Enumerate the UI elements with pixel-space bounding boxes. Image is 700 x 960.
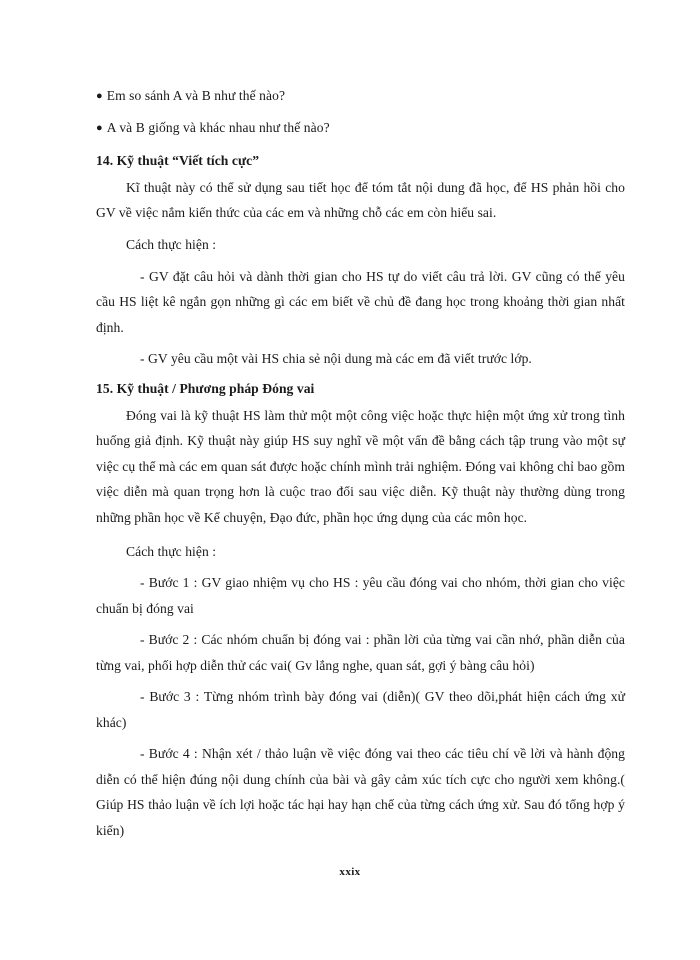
- section-14-paragraph-3: - GV đặt câu hỏi và dành thời gian cho HS tự do viết câu trả lời. GV cũng có thể yêu cầu HS liệt kê ngắn gọn những gì các em biết về chủ đề đang học trong khoảng thời gian nhất định.: [96, 268, 625, 335]
- section-14-paragraph-1: Kĩ thuật này có thể sử dụng sau tiết học để tóm tắt nội dung đã học, để HS phản hồi cho GV về việc nắm kiến thức của các em và những chỗ các em còn hiểu sai.: [96, 179, 625, 221]
- section-15-paragraph-2: Cách thực hiện :: [126, 543, 217, 559]
- page-number: xxix: [339, 866, 361, 878]
- section-14-paragraph-4: - GV yêu cầu một vài HS chia sẻ nội dung mà các em đã viết trước lớp.: [140, 351, 532, 367]
- bullet-dot-icon: ●: [96, 122, 103, 135]
- section-15-step-4: - Bước 4 : Nhận xét / thảo luận về việc đóng vai theo các tiêu chí về lời và hành động diễn có thể hiện đúng nội dung chính của bài và gây cảm xúc tích cực cho người xem không.( Giúp HS thảo luận về ích lợi hoặc tác hại hay hạn chế của từng cách ứng xử. Sau đó tổng hợp ý kiến): [96, 746, 625, 838]
- document-body: [96, 86, 625, 844]
- section-15-step-2: - Bước 2 : Các nhóm chuẩn bị đóng vai : phần lời của từng vai cần nhớ, phần diễn của từng vai, phối hợp diễn thử các vai( Gv lắng nghe, quan sát, gợi ý bàng câu hỏi): [96, 632, 625, 673]
- list-item-text: Em so sánh A và B như thế nào?: [106, 88, 286, 103]
- section-14-paragraph-2: Cách thực hiện :: [126, 237, 217, 252]
- list-item: [96, 118, 625, 139]
- section-15-step-1: - Bước 1 : GV giao nhiệm vụ cho HS : yêu cầu đóng vai cho nhóm, thời gian cho việc chuẩn bị đóng vai: [96, 575, 625, 616]
- bullet-dot-icon: ●: [96, 90, 103, 103]
- section-15-step-3: - Bước 3 : Từng nhóm trình bày đóng vai (diễn)( GV theo dõi,phát hiện cách ứng xử khác): [96, 689, 625, 730]
- list-item-text: A và B giống và khác nhau như thế nào?: [106, 119, 330, 135]
- section-heading-15: 15. Kỹ thuật / Phương pháp Đóng vai: [96, 380, 315, 396]
- list-item: [96, 86, 625, 107]
- section-15-paragraph-1: Đóng vai là kỹ thuật HS làm thử một một công việc hoặc thực hiện một ứng xử trong tình huống giả định. Kỹ thuật này giúp HS suy nghĩ về một vấn đề bằng cách tập trung vào một sự việc cụ thể mà các em quan sát được hoặc chính mình trải nghiệm. Đóng vai không chỉ bao gồm việc diễn mà quan trọng hơn là cuộc trao đổi sau việc diễn. Kỹ thuật này thường dùng trong những phần học về Kể chuyện, Đạo đức, phần học ứng dụng của các môn học.: [96, 407, 625, 525]
- section-heading-14: 14. Kỹ thuật “Viết tích cực”: [96, 152, 260, 168]
